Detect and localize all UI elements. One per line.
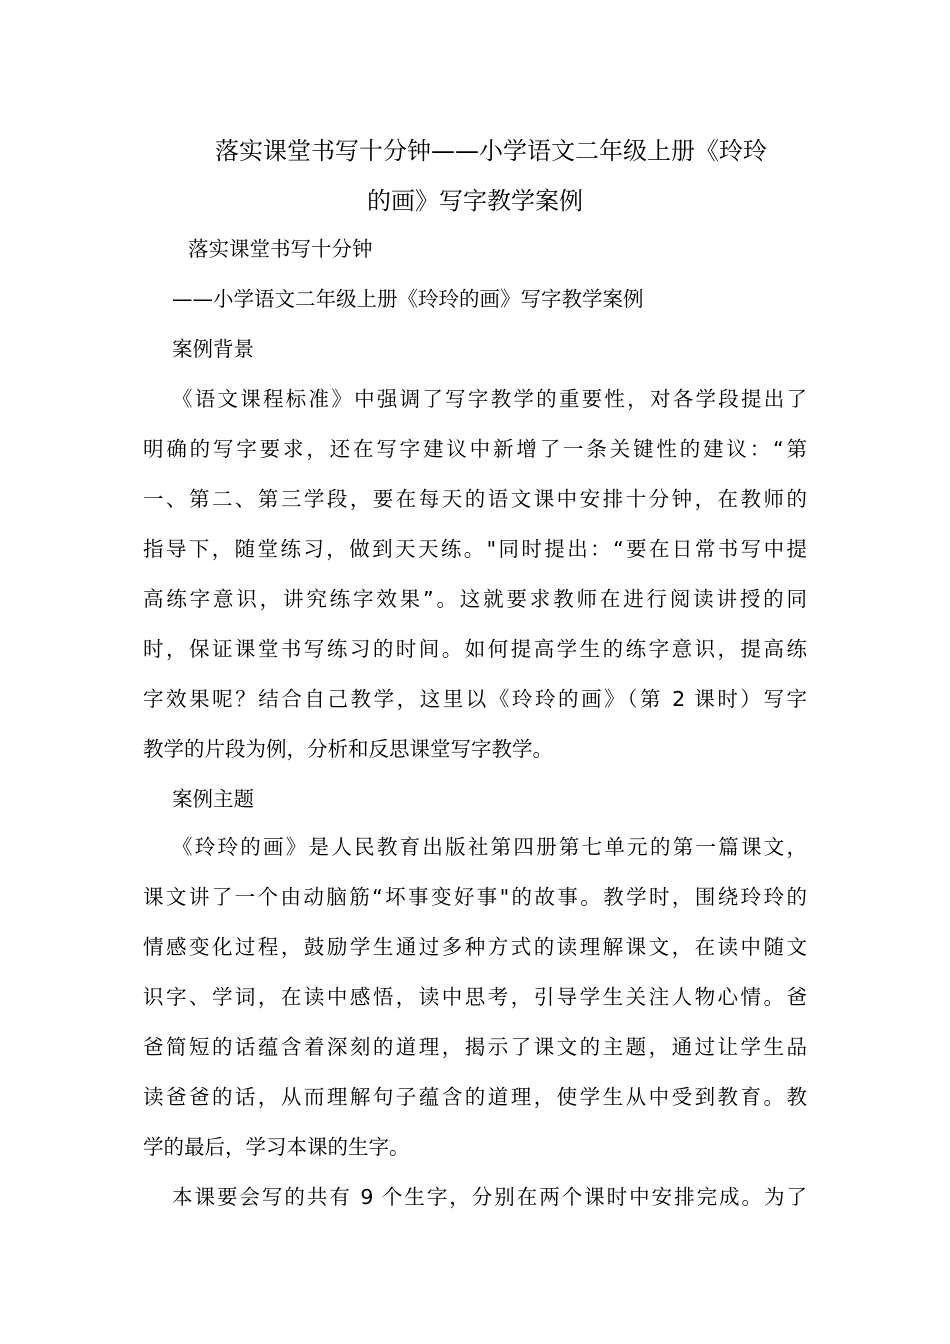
subtitle-line-2: ——小学语文二年级上册《玲玲的画》写字教学案例 — [172, 287, 644, 311]
paragraph-line: 情感变化过程，鼓励学生通过多种方式的读理解课文，在读中随文 — [143, 935, 807, 959]
paragraph-line: 课文讲了一个由动脑筋“坏事变好事"的故事。教学时，围绕玲玲的 — [143, 885, 807, 909]
paragraph-line: 字效果呢？结合自己教学，这里以《玲玲的画》（第 2 课时）写字 — [143, 687, 807, 711]
paragraph-line: 教学的片段为例，分析和反思课堂写字教学。 — [143, 737, 553, 761]
paragraph-line: 爸简短的话蕴含着深刻的道理，揭示了课文的主题，通过让学生品 — [143, 1035, 807, 1059]
document-title-line-2: 的画》写字教学案例 — [367, 187, 583, 215]
paragraph-line: 时，保证课堂书写练习的时间。如何提高学生的练字意识，提高练 — [143, 637, 807, 661]
paragraph-line: 本课要会写的共有 9 个生字，分别在两个课时中安排完成。为了 — [172, 1185, 807, 1209]
document-title-line-1: 落实课堂书写十分钟——小学语文二年级上册《玲玲 — [215, 137, 767, 165]
paragraph-line: 指导下，随堂练习，做到天天练。"同时提出：“要在日常书写中提 — [143, 537, 807, 561]
paragraph-line: 一、第二、第三学段，要在每天的语文课中安排十分钟，在教师的 — [143, 487, 807, 511]
paragraph-line: 《玲玲的画》是人民教育出版社第四册第七单元的第一篇课文， — [172, 835, 807, 859]
subtitle-line-1: 落实课堂书写十分钟 — [188, 237, 373, 261]
paragraph-line: 明确的写字要求，还在写字建议中新增了一条关键性的建议：“第 — [143, 437, 807, 461]
section-heading-background: 案例背景 — [172, 337, 254, 361]
section-heading-theme: 案例主题 — [172, 787, 254, 811]
paragraph-line: 学的最后，学习本课的生字。 — [143, 1135, 410, 1159]
paragraph-line: 读爸爸的话，从而理解句子蕴含的道理，使学生从中受到教育。教 — [143, 1085, 807, 1109]
paragraph-line: 高练字意识，讲究练字效果”。这就要求教师在进行阅读讲授的同 — [143, 587, 807, 611]
paragraph-line: 《语文课程标准》中强调了写字教学的重要性，对各学段提出了 — [172, 387, 807, 411]
paragraph-line: 识字、学词，在读中感悟，读中思考，引导学生关注人物心情。爸 — [143, 985, 807, 1009]
